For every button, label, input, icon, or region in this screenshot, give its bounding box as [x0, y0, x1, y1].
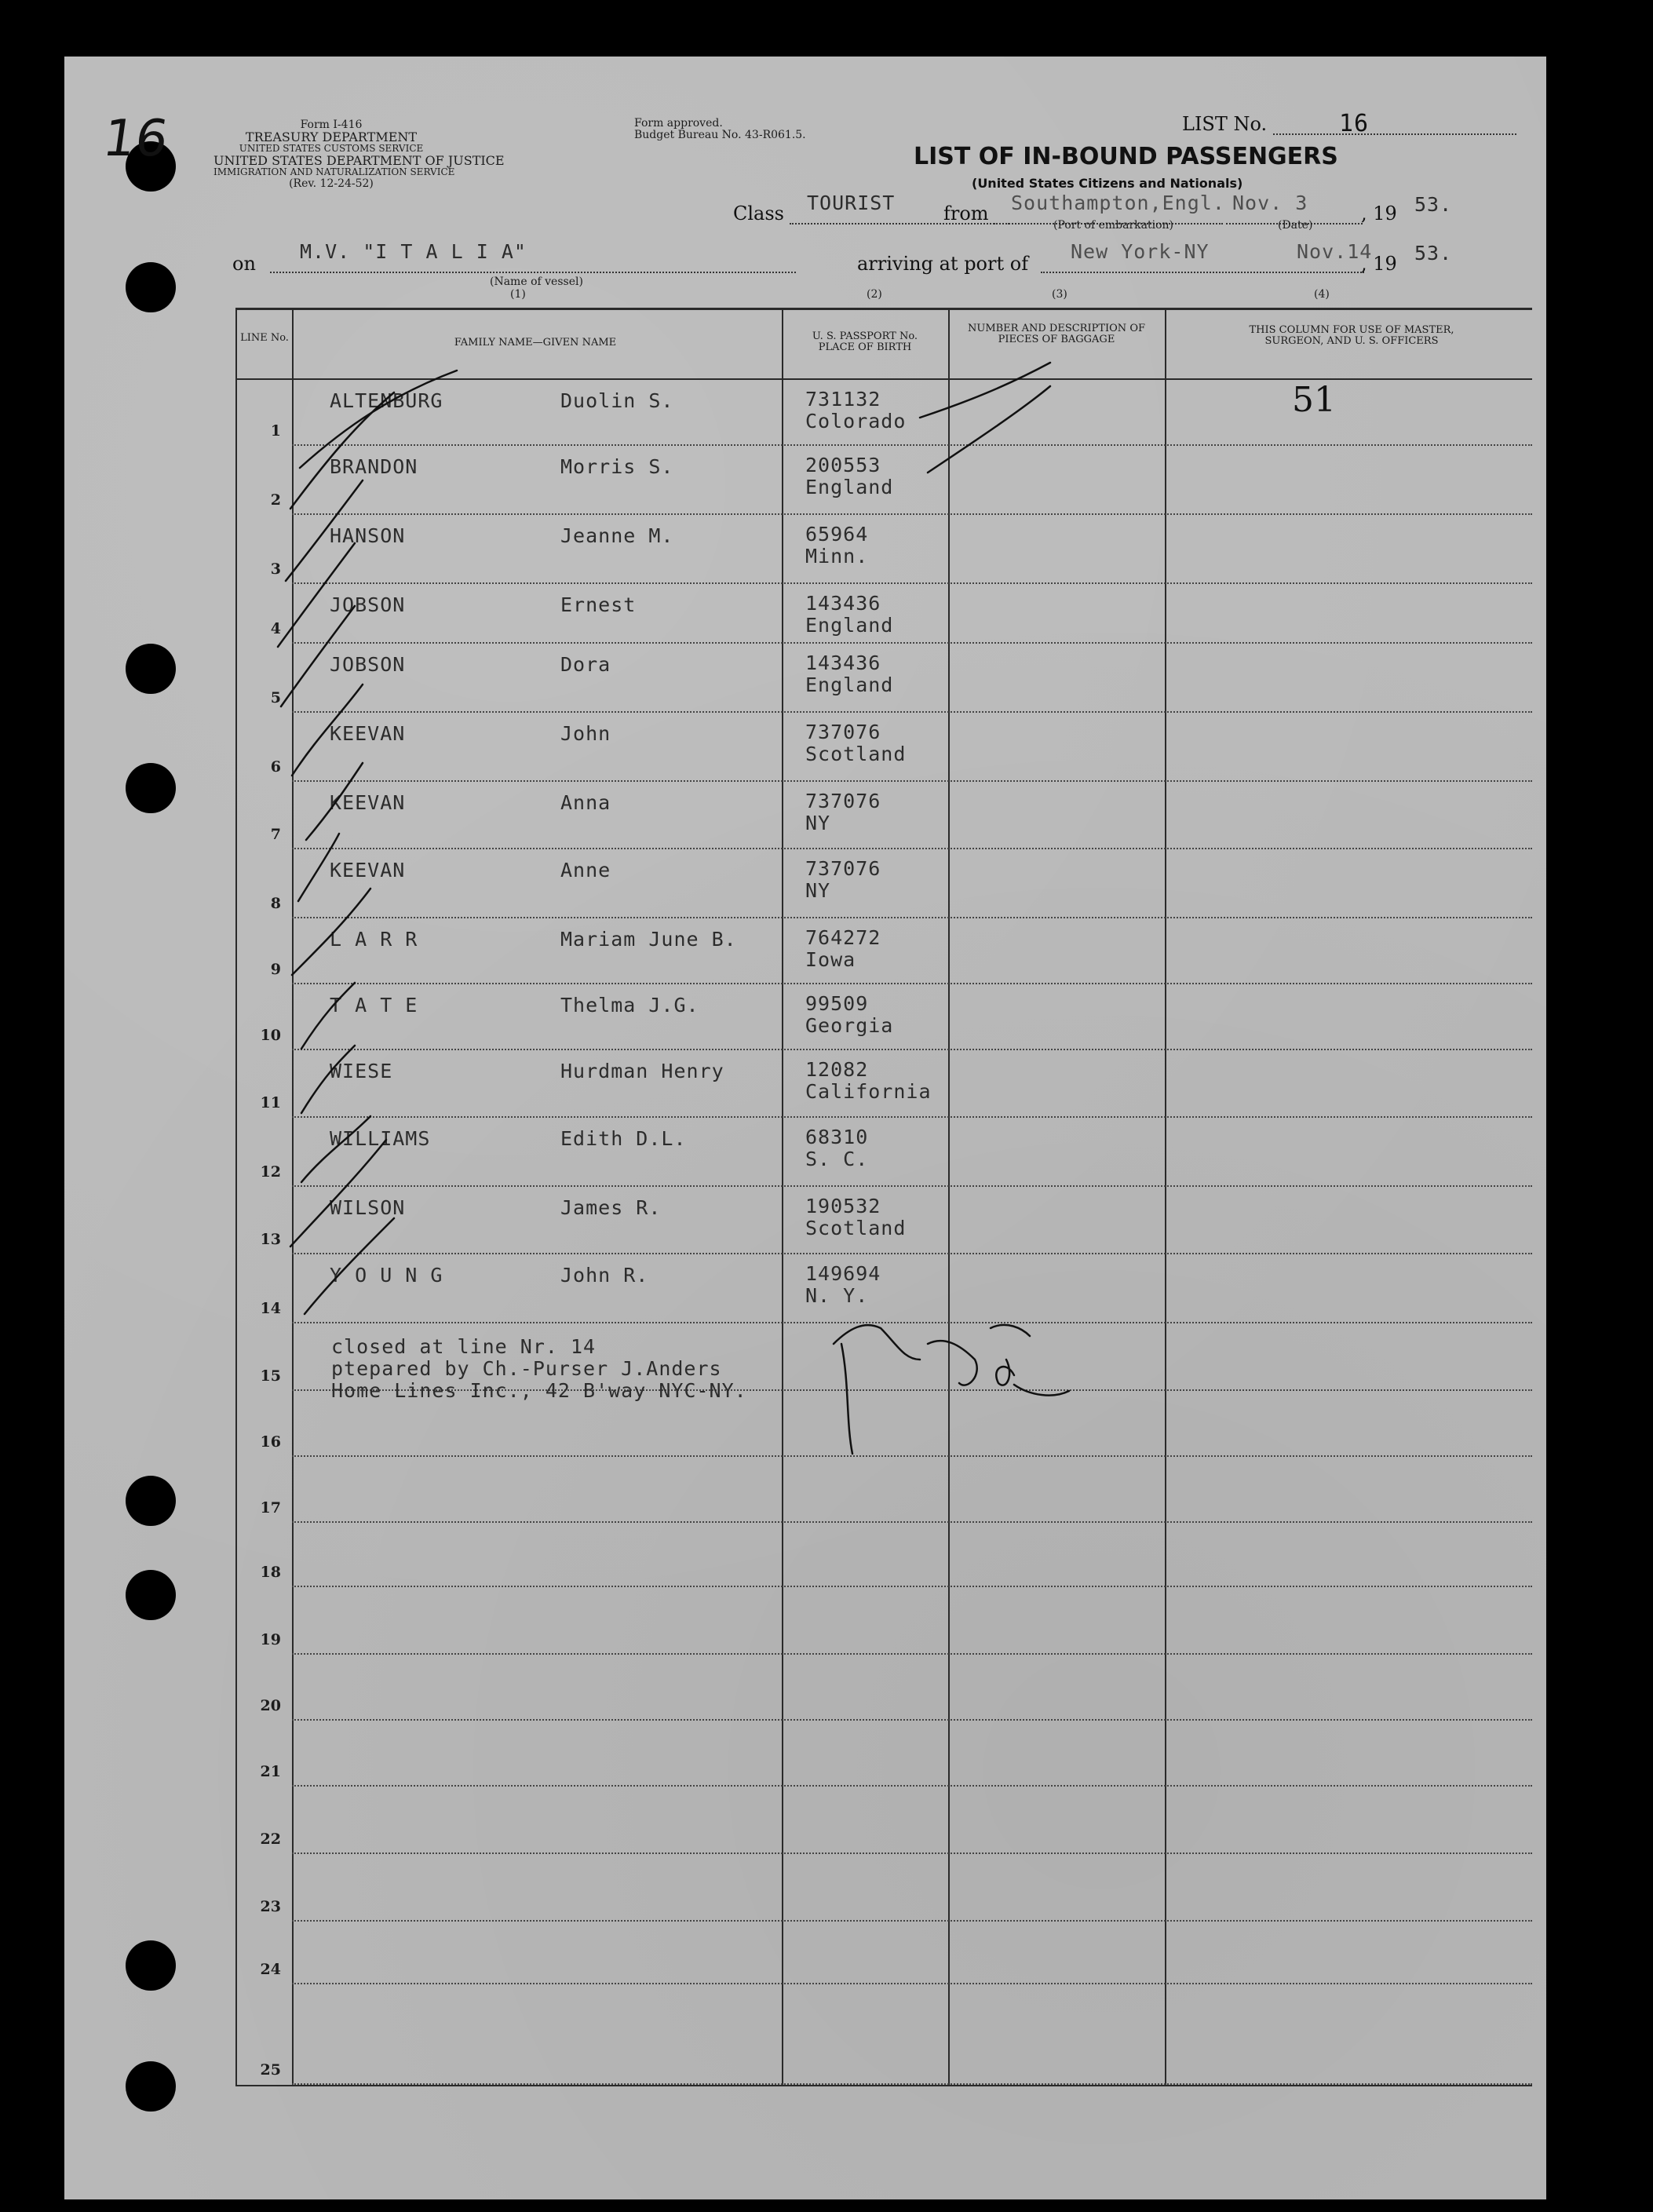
- vessel-label: (Name of vessel): [490, 276, 583, 288]
- passenger-birthplace: England: [805, 476, 894, 498]
- colhead-baggage: NUMBER AND DESCRIPTION OF PIECES OF BAGGAGE: [967, 323, 1145, 345]
- passenger-birthplace: California: [805, 1080, 932, 1103]
- passenger-passport-no: 143436: [805, 592, 881, 615]
- passenger-birthplace: Minn.: [805, 545, 869, 568]
- passenger-birthplace: NY: [805, 812, 831, 834]
- closing-line-3: Home Lines Inc., 42 B'way NYC-NY.: [331, 1379, 747, 1402]
- passenger-given-name: Morris S.: [560, 455, 674, 478]
- year-prefix: , 19: [1361, 203, 1397, 224]
- page-subtitle: (United States Citizens and Nationals): [972, 176, 1243, 191]
- dept-justice: UNITED STATES DEPARTMENT OF JUSTICE: [213, 153, 505, 168]
- passenger-family-name: KEEVAN: [330, 722, 406, 745]
- passenger-passport-no: 190532: [805, 1195, 881, 1217]
- colhead-name: FAMILY NAME—GIVEN NAME: [454, 337, 617, 349]
- passenger-given-name: Anne: [560, 859, 611, 882]
- line-number: 6: [270, 758, 281, 776]
- passenger-passport-no: 68310: [805, 1126, 869, 1148]
- passenger-family-name: BRANDON: [330, 455, 418, 478]
- passenger-passport-no: 12082: [805, 1058, 869, 1081]
- line-number: 25: [260, 2061, 281, 2079]
- passenger-birthplace: Scotland: [805, 743, 907, 765]
- passenger-family-name: KEEVAN: [330, 791, 406, 814]
- passenger-family-name: JOBSON: [330, 593, 406, 616]
- line-number: 20: [260, 1697, 281, 1714]
- passenger-given-name: Mariam June B.: [560, 928, 737, 951]
- line-number: 24: [260, 1961, 281, 1978]
- arrival-year-value: 53.: [1414, 242, 1453, 265]
- passenger-passport-no: 149694: [805, 1262, 881, 1285]
- dept-treasury: TREASURY DEPARTMENT: [245, 130, 418, 144]
- passenger-birthplace: Colorado: [805, 410, 907, 433]
- passenger-given-name: Hurdman Henry: [560, 1060, 724, 1082]
- passenger-family-name: L A R R: [330, 928, 418, 951]
- passenger-birthplace: NY: [805, 879, 831, 902]
- passenger-given-name: Dora: [560, 653, 611, 676]
- passenger-family-name: WILLIAMS: [330, 1127, 431, 1150]
- line-number: 18: [260, 1564, 281, 1581]
- vessel-col-num: (1): [510, 288, 526, 301]
- passenger-given-name: James R.: [560, 1196, 662, 1219]
- pencil-check-marks: [64, 57, 1546, 2199]
- manifest-page: [64, 57, 1546, 2199]
- line-number: 12: [260, 1163, 281, 1181]
- class-label: Class: [733, 203, 784, 224]
- passenger-given-name: John: [560, 722, 611, 745]
- dept-treasury-sub: UNITED STATES CUSTOMS SERVICE: [239, 143, 424, 154]
- line-number: 14: [260, 1300, 281, 1317]
- passenger-family-name: HANSON: [330, 524, 406, 547]
- from-label: from: [943, 203, 989, 224]
- page-title: LIST OF IN-BOUND PASSENGERS: [914, 143, 1338, 170]
- embark-label: (Port of embarkation): [1053, 219, 1173, 232]
- port-value: New York-NY: [1071, 240, 1210, 263]
- from-value: Southampton,Engl.: [1011, 192, 1225, 214]
- line-number: 16: [260, 1433, 281, 1451]
- closing-line-1: closed at line Nr. 14: [331, 1335, 597, 1358]
- budget-text: Budget Bureau No. 43-R061.5.: [634, 129, 806, 141]
- line-number: 22: [260, 1831, 281, 1848]
- passenger-birthplace: Scotland: [805, 1217, 907, 1239]
- line-number: 9: [270, 961, 281, 978]
- approved-text: Form approved.: [634, 117, 723, 130]
- passenger-given-name: Edith D.L.: [560, 1127, 687, 1150]
- passenger-passport-no: 143436: [805, 652, 881, 674]
- dept-justice-sub: IMMIGRATION AND NATURALIZATION SERVICE: [213, 166, 455, 177]
- passenger-birthplace: Georgia: [805, 1014, 894, 1037]
- passenger-family-name: KEEVAN: [330, 859, 406, 882]
- line-number: 7: [270, 826, 281, 843]
- line-number: 21: [260, 1763, 281, 1780]
- line-number: 8: [270, 895, 281, 912]
- col-num-3: (3): [1052, 288, 1067, 301]
- line-number: 11: [260, 1094, 281, 1111]
- line-number: 10: [260, 1027, 281, 1044]
- line-number: 15: [260, 1367, 281, 1385]
- form-number: Form I-416: [300, 119, 363, 131]
- officer-count: 51: [1292, 380, 1336, 420]
- passenger-birthplace: Iowa: [805, 948, 856, 971]
- closing-line-2: ptepared by Ch.-Purser J.Anders: [331, 1357, 722, 1380]
- line-number: 13: [260, 1231, 281, 1248]
- arriving-label: arriving at port of: [857, 253, 1029, 275]
- passenger-birthplace: England: [805, 614, 894, 637]
- on-label: on: [232, 253, 256, 275]
- year-value: 53.: [1414, 193, 1453, 216]
- margin-mark: 16: [99, 110, 172, 168]
- passenger-family-name: Y O U N G: [330, 1264, 443, 1287]
- passenger-passport-no: 737076: [805, 721, 881, 743]
- passenger-family-name: JOBSON: [330, 653, 406, 676]
- line-number: 17: [260, 1499, 281, 1517]
- passenger-family-name: WILSON: [330, 1196, 406, 1219]
- passenger-given-name: Ernest: [560, 593, 637, 616]
- passenger-birthplace: England: [805, 673, 894, 696]
- line-number: 2: [270, 491, 281, 509]
- list-no-value: 16: [1339, 110, 1370, 137]
- colhead-officers: THIS COLUMN FOR USE OF MASTER, SURGEON, AND U. S. OFFICERS: [1249, 324, 1454, 347]
- line-number: 1: [270, 422, 281, 440]
- passenger-given-name: Duolin S.: [560, 389, 674, 412]
- passenger-family-name: T A T E: [330, 994, 418, 1017]
- line-number: 4: [270, 620, 281, 637]
- revision: (Rev. 12-24-52): [289, 177, 374, 190]
- arrival-date-value: Nov.14: [1297, 240, 1373, 263]
- passenger-family-name: WIESE: [330, 1060, 393, 1082]
- passenger-passport-no: 200553: [805, 454, 881, 476]
- passenger-given-name: John R.: [560, 1264, 649, 1287]
- passenger-passport-no: 737076: [805, 857, 881, 880]
- list-no-label: LIST No.: [1182, 113, 1268, 135]
- passenger-birthplace: S. C.: [805, 1148, 869, 1170]
- line-number: 3: [270, 560, 281, 578]
- line-number: 23: [260, 1898, 281, 1915]
- class-value: TOURIST: [807, 192, 896, 214]
- colhead-line-no: LINE No.: [240, 332, 289, 344]
- passenger-family-name: ALTENBURG: [330, 389, 443, 412]
- passenger-given-name: Anna: [560, 791, 611, 814]
- col-num-4: (4): [1314, 288, 1330, 301]
- line-number: 19: [260, 1631, 281, 1648]
- passenger-given-name: Thelma J.G.: [560, 994, 699, 1017]
- passenger-birthplace: N. Y.: [805, 1284, 869, 1307]
- arrival-year-prefix: , 19: [1361, 253, 1397, 275]
- date-value: Nov. 3: [1232, 192, 1308, 214]
- passenger-passport-no: 764272: [805, 926, 881, 949]
- vessel-value: M.V. "I T A L I A": [300, 240, 527, 263]
- date-label: (Date): [1278, 219, 1313, 232]
- passenger-passport-no: 737076: [805, 790, 881, 812]
- line-number: 5: [270, 689, 281, 706]
- passenger-given-name: Jeanne M.: [560, 524, 674, 547]
- colhead-passport: U. S. PASSPORT No. PLACE OF BIRTH: [812, 330, 918, 353]
- passenger-passport-no: 65964: [805, 523, 869, 546]
- passenger-passport-no: 731132: [805, 388, 881, 411]
- passenger-passport-no: 99509: [805, 992, 869, 1015]
- col-num-2: (2): [867, 288, 882, 301]
